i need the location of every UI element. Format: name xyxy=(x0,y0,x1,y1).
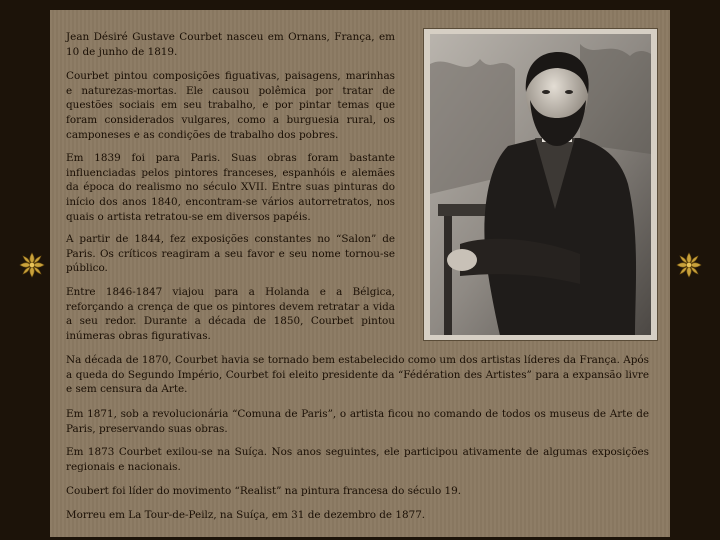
flower-ornament-icon xyxy=(675,251,703,279)
paragraph-themes: Courbet pintou composições figuativas, paisagens, marinhas e naturezas-mortas. Ele causou polêmica por tratar de questões sociais em seu trabalho, e por pintar temas que foram considerados vulgares, como a burguesia rural, os camponeses e as condições de trabalho dos pobres. xyxy=(66,70,395,141)
courbet-portrait-photo xyxy=(430,34,651,335)
paragraph-death: Morreu em La Tour-de-Peilz, na Suíça, em 31 de dezembro de 1877. xyxy=(66,509,426,521)
paragraph-salon: A partir de 1844, fez exposições constantes no “Salon” de Paris. Os críticos reagiram a seu favor e seu nome tornou-se público. xyxy=(66,233,395,275)
paragraph-paris: Em 1839 foi para Paris. Suas obras foram bastante influenciadas pelos pintores franceses, espanhóis e alemães da época do realismo no século XVII. Entre suas pinturas do início dos anos 1840, encontram-se vários autorretratos, nos quais o artista retratou-se em diversos papéis. xyxy=(66,152,395,223)
paragraph-exile: Em 1873 Courbet exilou-se na Suíça. Nos anos seguintes, ele participou ativamente de algumas exposições regionais e nacionais. xyxy=(66,446,649,473)
flower-ornament-icon xyxy=(18,251,46,279)
paragraph-birth: Jean Désiré Gustave Courbet nasceu em Ornans, França, em 10 de junho de 1819. xyxy=(66,31,395,58)
paragraph-commune: Em 1871, sob a revolucionária “Comuna de Paris”, o artista ficou no comando de todos os museus de Arte de Paris, preservando suas obras. xyxy=(66,408,649,435)
paragraph-1870: Na década de 1870, Courbet havia se tornado bem estabelecido como um dos artistas líderes da França. Após a queda do Segundo Império, Courbet foi eleito presidente da “Fédération des Artistes” para a expansão livre e sem censura da Arte. xyxy=(66,354,649,396)
portrait-photo-frame xyxy=(424,29,657,340)
paragraph-realist: Coubert foi líder do movimento “Realist” na pintura francesa do século 19. xyxy=(66,485,462,497)
paragraph-travel: Entre 1846-1847 viajou para a Holanda e a Bélgica, reforçando a crença de que os pintores devem retratar a vida a seu redor. Durante a década de 1850, Courbet pintou inúmeras obras figurativas. xyxy=(66,286,395,343)
